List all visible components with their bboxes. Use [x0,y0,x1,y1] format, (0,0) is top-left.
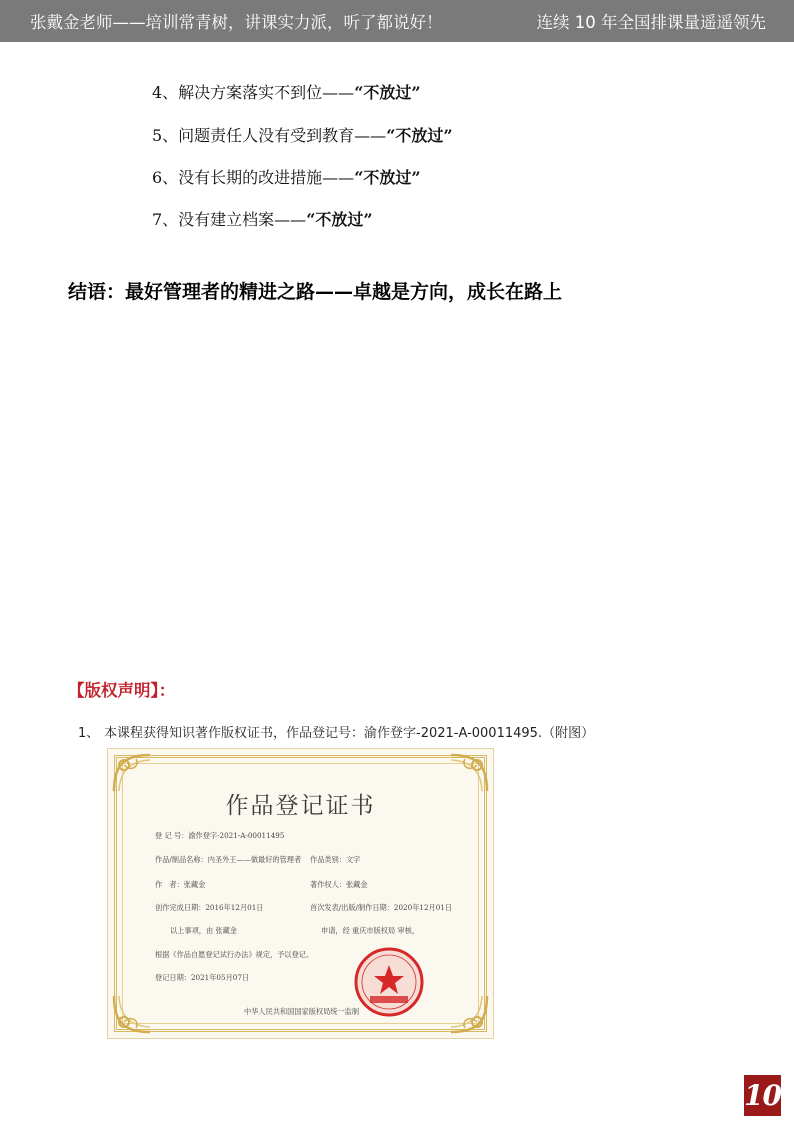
cert-owner: 著作权人：张藏金 [310,880,368,889]
list-item [152,80,421,103]
list-item-quote: “不放过” [354,168,421,187]
cert-reg-date: 登记日期：2021年05月07日 [155,973,250,982]
list-item-text: 5、问题责任人没有受到教育—— [152,126,387,145]
cert-review: 申请，经 重庆市版权局 审核， [321,926,420,935]
list-item [152,207,373,230]
cert-author: 作 者：张藏金 [155,880,206,889]
list-item-text: 6、没有长期的改进措施—— [152,168,355,187]
header-ranking: 连续 10 年全国排课量遥遥领先 [536,13,766,32]
list-item-text: 4、解决方案落实不到位—— [152,83,355,102]
copyright-item-number: 1、 [78,726,100,741]
cert-completed-date: 创作完成日期：2016年12月01日 [155,903,264,912]
list-item-text: 7、没有建立档案—— [152,210,307,229]
cert-footer: 中华人民共和国国家版权局统一监制 [244,1007,360,1016]
list-item [152,165,421,188]
list-item-quote: “不放过” [306,210,373,229]
cert-published-date: 首次发表/出版/制作日期：2020年12月01日 [310,903,453,912]
list-item-quote: “不放过” [386,126,453,145]
page-number-badge: 10 [744,1075,781,1116]
cert-reg-no: 登 记 号：渝作登字-2021-A-00011495 [155,831,285,840]
certificate-image [107,748,494,1039]
page-header-banner [0,0,794,42]
cert-applicant: 以上事项，由 张藏金 [170,926,237,935]
official-seal-icon [352,945,426,1019]
copyright-item-text: 本课程获得知识著作版权证书，作品登记号：渝作登字-2021-A-00011495.（附图） [104,726,595,741]
cert-work-type: 作品类别：文字 [310,855,361,864]
conclusion-heading: 结语：最好管理者的精进之路——卓越是方向，成长在路上 [68,281,563,303]
ornament-corner-icon [110,992,154,1036]
cert-basis: 根据《作品自愿登记试行办法》规定，予以登记。 [155,950,314,959]
header-slogan: 张戴金老师——培训常青树，讲课实力派，听了都说好！ [30,13,443,32]
certificate-title: 作品登记证书 [225,793,376,819]
ornament-corner-icon [447,992,491,1036]
copyright-heading: 【版权声明】： [68,681,176,700]
cert-work-name: 作品/制品名称：内圣外王——做最好的管理者 [155,855,302,864]
list-item-quote: “不放过” [354,83,421,102]
list-item [152,123,453,146]
